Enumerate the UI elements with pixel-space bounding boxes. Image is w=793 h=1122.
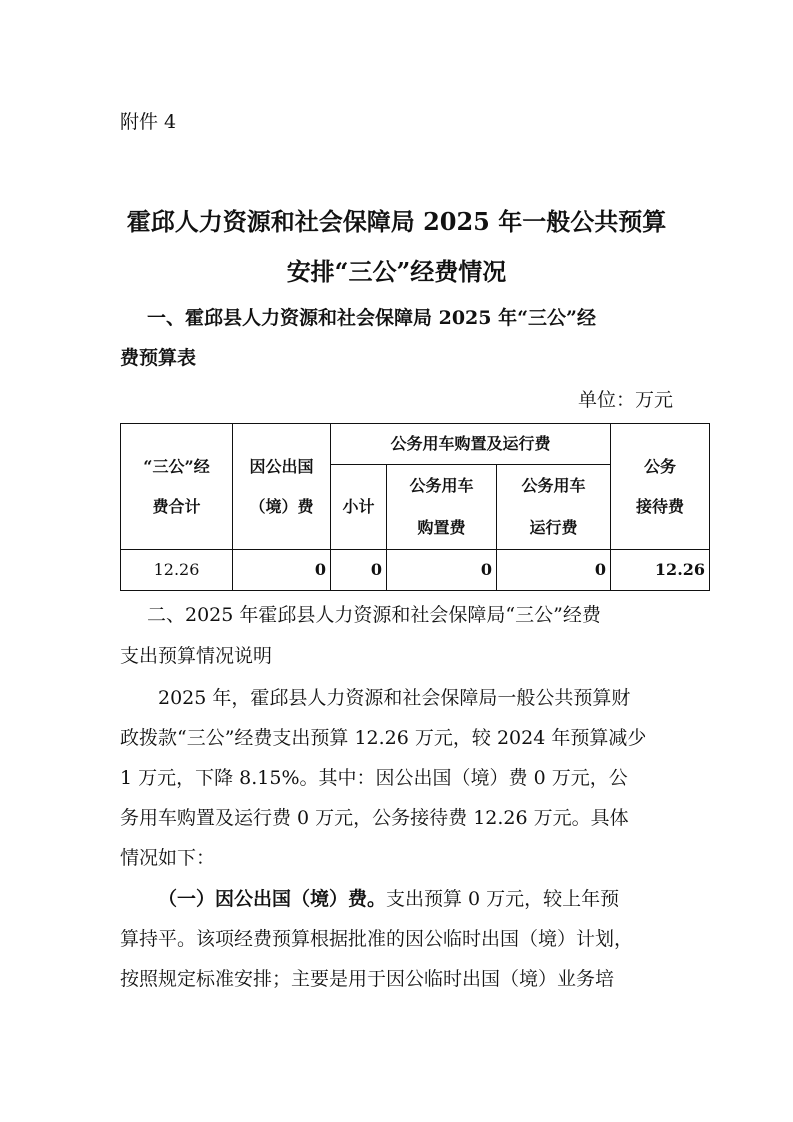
document-title-line1: 霍邱人力资源和社会保障局 2025 年一般公共预算: [126, 207, 667, 236]
header-abroad: [233, 424, 331, 550]
section2-heading-line1: 二、2025 年霍邱县人力资源和社会保障局“三公”经费: [147, 604, 601, 626]
paragraph1-line4: 务用车购置及运行费 0 万元，公务接待费 12.26 万元。具体: [120, 807, 629, 829]
value-purchase: 0: [387, 550, 497, 591]
document-title-line2: 安排“三公”经费情况: [286, 257, 507, 286]
section1-heading-line2: 费预算表: [120, 347, 197, 369]
value-reception: 12.26: [611, 550, 710, 591]
section1-heading-line1: 一、霍邱县人力资源和社会保障局 2025 年“三公”经: [147, 307, 596, 329]
table-row: [121, 550, 710, 591]
value-subtotal: 0: [331, 550, 387, 591]
header-vehicle: 公务用车购置及运行费: [331, 424, 611, 465]
header-reception: [611, 424, 710, 550]
section2-heading-line2: 支出预算情况说明: [120, 645, 273, 667]
header-reception-line1: 公务: [644, 456, 677, 476]
paragraph1-line3: 1 万元，下降 8.15%。其中：因公出国（境）费 0 万元，公: [120, 767, 628, 789]
paragraph1-line2: 政拨款“三公”经费支出预算 12.26 万元，较 2024 年预算减少: [120, 727, 647, 749]
paragraph2-line3: 按照规定标准安排；主要是用于因公临时出国（境）业务培: [120, 968, 615, 990]
value-abroad: 0: [233, 550, 331, 591]
paragraph2-line1: [158, 884, 619, 911]
budget-table: [120, 423, 710, 591]
header-abroad-line2: （境）费: [249, 496, 314, 516]
header-abroad-line1: 因公出国: [249, 456, 314, 476]
header-total-line2: 费合计: [152, 496, 201, 516]
paragraph1-line5: 情况如下：: [120, 847, 216, 869]
header-total: [121, 424, 233, 550]
header-total-line1: “三公”经: [143, 456, 210, 476]
header-operation-line2: 运行费: [529, 518, 578, 537]
paragraph2-heading: （一）因公出国（境）费。: [158, 888, 387, 910]
header-subtotal: 小计: [331, 465, 387, 550]
header-operation-line1: 公务用车: [521, 476, 586, 495]
header-purchase-line2: 购置费: [417, 518, 466, 537]
header-purchase: [387, 465, 497, 550]
paragraph2-line1-text: 支出预算 0 万元，较上年预: [386, 888, 620, 910]
header-operation: [497, 465, 611, 550]
value-operation: 0: [497, 550, 611, 591]
paragraph1-line1: 2025 年，霍邱县人力资源和社会保障局一般公共预算财: [158, 687, 631, 709]
header-purchase-line1: 公务用车: [409, 476, 474, 495]
attachment-label: 附件 4: [120, 111, 177, 133]
table-header-row: [121, 424, 710, 465]
paragraph2-line2: 算持平。该项经费预算根据批准的因公临时出国（境）计划，: [120, 928, 634, 950]
value-total: 12.26: [121, 550, 233, 591]
header-reception-line2: 接待费: [636, 496, 685, 516]
unit-label: 单位：万元: [577, 389, 673, 411]
